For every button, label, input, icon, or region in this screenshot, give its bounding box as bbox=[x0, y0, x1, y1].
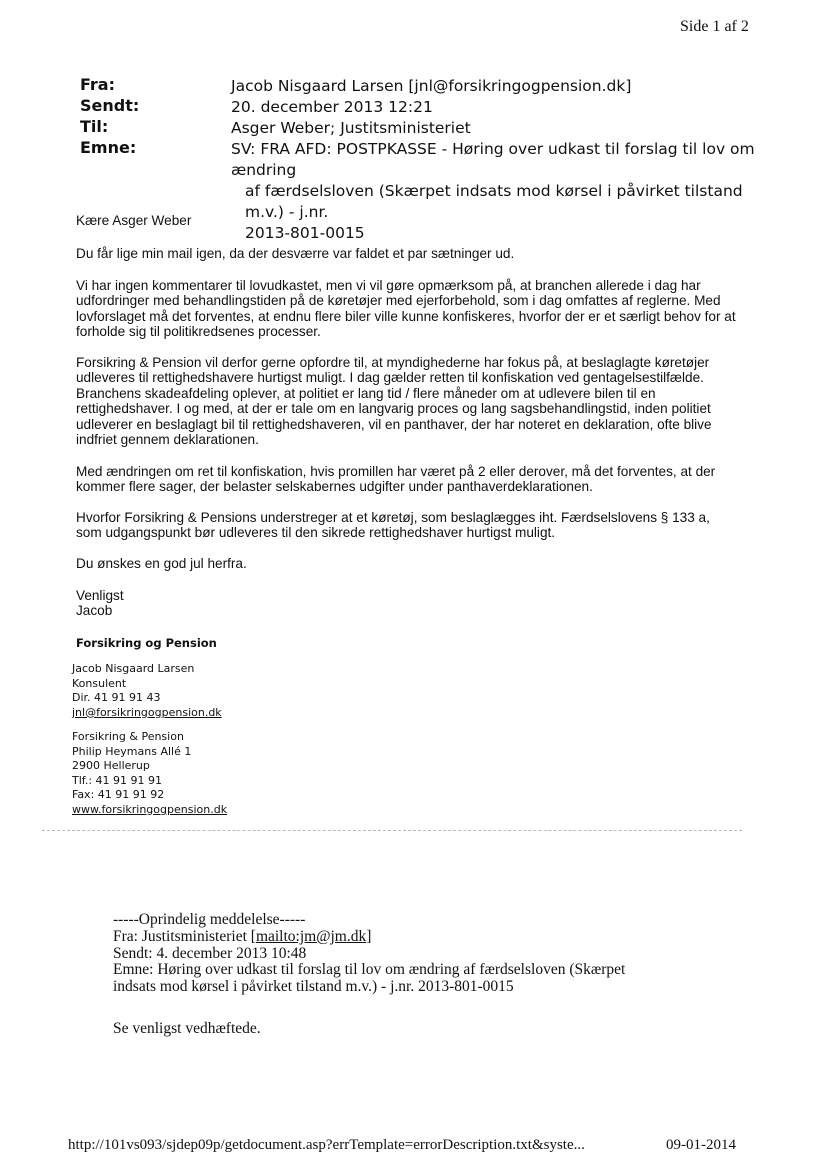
paragraph-line: som udgangspunkt bør udleveres til den sikrede rettighedshaver hurtigst muligt. bbox=[76, 525, 556, 541]
signature-title: Konsulent bbox=[72, 676, 127, 690]
original-from-prefix: Fra: Justitsministeriet [ bbox=[113, 927, 256, 945]
paragraph-3 bbox=[76, 355, 766, 447]
subject-line: SV: FRA AFD: POSTPKASSE - Høring over udkast til forslag til lov om ændring bbox=[231, 140, 755, 179]
paragraph-line: Branchens skadeafdeling oplever, at politiet er lang tid / flere måneder om at udlevere bilen til en bbox=[76, 385, 656, 401]
paragraph-line: rettighedshaver. I og med, at der er tale om en langvarig proces og lang sagsbehandlingstid, inden politiet bbox=[76, 401, 711, 417]
from-value: Jacob Nisgaard Larsen [jnl@forsikringogpension.dk] bbox=[231, 77, 632, 95]
closing bbox=[76, 588, 766, 619]
paragraph-6: Du ønskes en god jul herfra. bbox=[76, 556, 247, 571]
subject-label: Emne: bbox=[80, 138, 137, 157]
paragraph-line: Vi har ingen kommentarer til lovudkastet, men vi vil gøre opmærksom på, at branchen allerede i dag har bbox=[76, 278, 701, 293]
signature-address bbox=[72, 730, 227, 818]
original-subject-line: indsats mod kørsel i påvirket tilstand m.v.) - j.nr. 2013-801-0015 bbox=[113, 978, 514, 996]
paragraph-line: kommer flere sager, der belaster selskabernes udgifter under panthaverdeklarationen. bbox=[76, 479, 593, 495]
paragraph-line: udleverer en beslaglagt bil til rettighedshaveren, vil en panthaver, der har noteret en deklaration, ofte blive bbox=[76, 416, 712, 432]
phone: Tlf.: 41 91 91 91 bbox=[72, 773, 163, 787]
signature-contact bbox=[72, 662, 222, 720]
signature-name: Jacob Nisgaard Larsen bbox=[72, 662, 195, 675]
paragraph-line: udfordringer med behandlingstiden på de køretøjer med ejerforbehold, som i dag omfattes af reglerne. Med bbox=[76, 293, 721, 309]
paragraph-line: Hvorfor Forsikring & Pensions understreger at et køretøj, som beslaglægges iht. Færdselslovens § 133 a, bbox=[76, 510, 710, 525]
to-label: Til: bbox=[80, 117, 109, 136]
page-number: Side 1 af 2 bbox=[680, 18, 749, 35]
footer-url: http://101vs093/sjdep09p/getdocument.asp?errTemplate=errorDescription.txt&syste... bbox=[68, 1137, 585, 1153]
street: Philip Heymans Allé 1 bbox=[72, 744, 192, 758]
footer-date: 09-01-2014 bbox=[666, 1137, 736, 1153]
original-separator: -----Oprindelig meddelelse----- bbox=[113, 911, 306, 928]
paragraph-line: Med ændringen om ret til konfiskation, hvis promillen har været på 2 eller derover, må det forventes, at der bbox=[76, 464, 716, 479]
paragraph-line: lovforslaget må det forventes, at endnu flere biler ville kunne konfiskeres, hvorfor der er et særligt behov for at bbox=[76, 308, 736, 324]
closing-line: Venligst bbox=[76, 588, 124, 603]
paragraph-5 bbox=[76, 510, 766, 541]
signature-email-link[interactable]: jnl@forsikringogpension.dk bbox=[72, 705, 222, 719]
to-value: Asger Weber; Justitsministeriet bbox=[231, 119, 471, 137]
greeting: Kære Asger Weber bbox=[76, 213, 192, 228]
paragraph-line: forholde sig til politikredsenes processer. bbox=[76, 324, 321, 340]
fax: Fax: 41 91 91 92 bbox=[72, 788, 165, 802]
subject-line: af færdselsloven (Skærpet indsats mod kørsel i påvirket tilstand m.v.) - j.nr. bbox=[245, 182, 743, 221]
original-note: Se venligst vedhæftede. bbox=[113, 1020, 261, 1037]
original-subject-line: Emne: Høring over udkast til forslag til lov om ændring af færdselsloven (Skærpet bbox=[113, 961, 626, 979]
paragraph-line: indfriet gennem deklarationen. bbox=[76, 432, 259, 448]
original-from bbox=[113, 929, 625, 946]
subject-line: 2013-801-0015 bbox=[245, 224, 365, 242]
original-message bbox=[113, 912, 625, 996]
paragraph-1: Du får lige min mail igen, da der desværre var faldet et par sætninger ud. bbox=[76, 246, 515, 261]
signature-org: Forsikring og Pension bbox=[76, 636, 217, 650]
original-from-suffix: ] bbox=[366, 927, 372, 945]
from-label: Fra: bbox=[80, 75, 115, 94]
city: 2900 Hellerup bbox=[72, 759, 150, 773]
original-mailto-link[interactable]: mailto:jm@jm.dk bbox=[255, 927, 367, 945]
divider bbox=[42, 830, 742, 831]
paragraph-line: udleveres til rettighedshavere hurtigst muligt. I dag gælder retten til konfiskation ved gentagelsestilfælde. bbox=[76, 370, 704, 386]
sent-label: Sendt: bbox=[80, 96, 140, 115]
closing-name: Jacob bbox=[76, 603, 113, 619]
original-sent: Sendt: 4. december 2013 10:48 bbox=[113, 944, 307, 962]
paragraph-4 bbox=[76, 464, 766, 495]
paragraph-2 bbox=[76, 278, 766, 340]
paragraph-line: Forsikring & Pension vil derfor gerne opfordre til, at myndighederne har fokus på, at beslaglagte køretøjer bbox=[76, 355, 710, 370]
company-name: Forsikring & Pension bbox=[72, 730, 184, 743]
website-link[interactable]: www.forsikringogpension.dk bbox=[72, 802, 228, 816]
signature-direct-phone: Dir. 41 91 91 43 bbox=[72, 691, 161, 705]
sent-value: 20. december 2013 12:21 bbox=[231, 98, 433, 116]
